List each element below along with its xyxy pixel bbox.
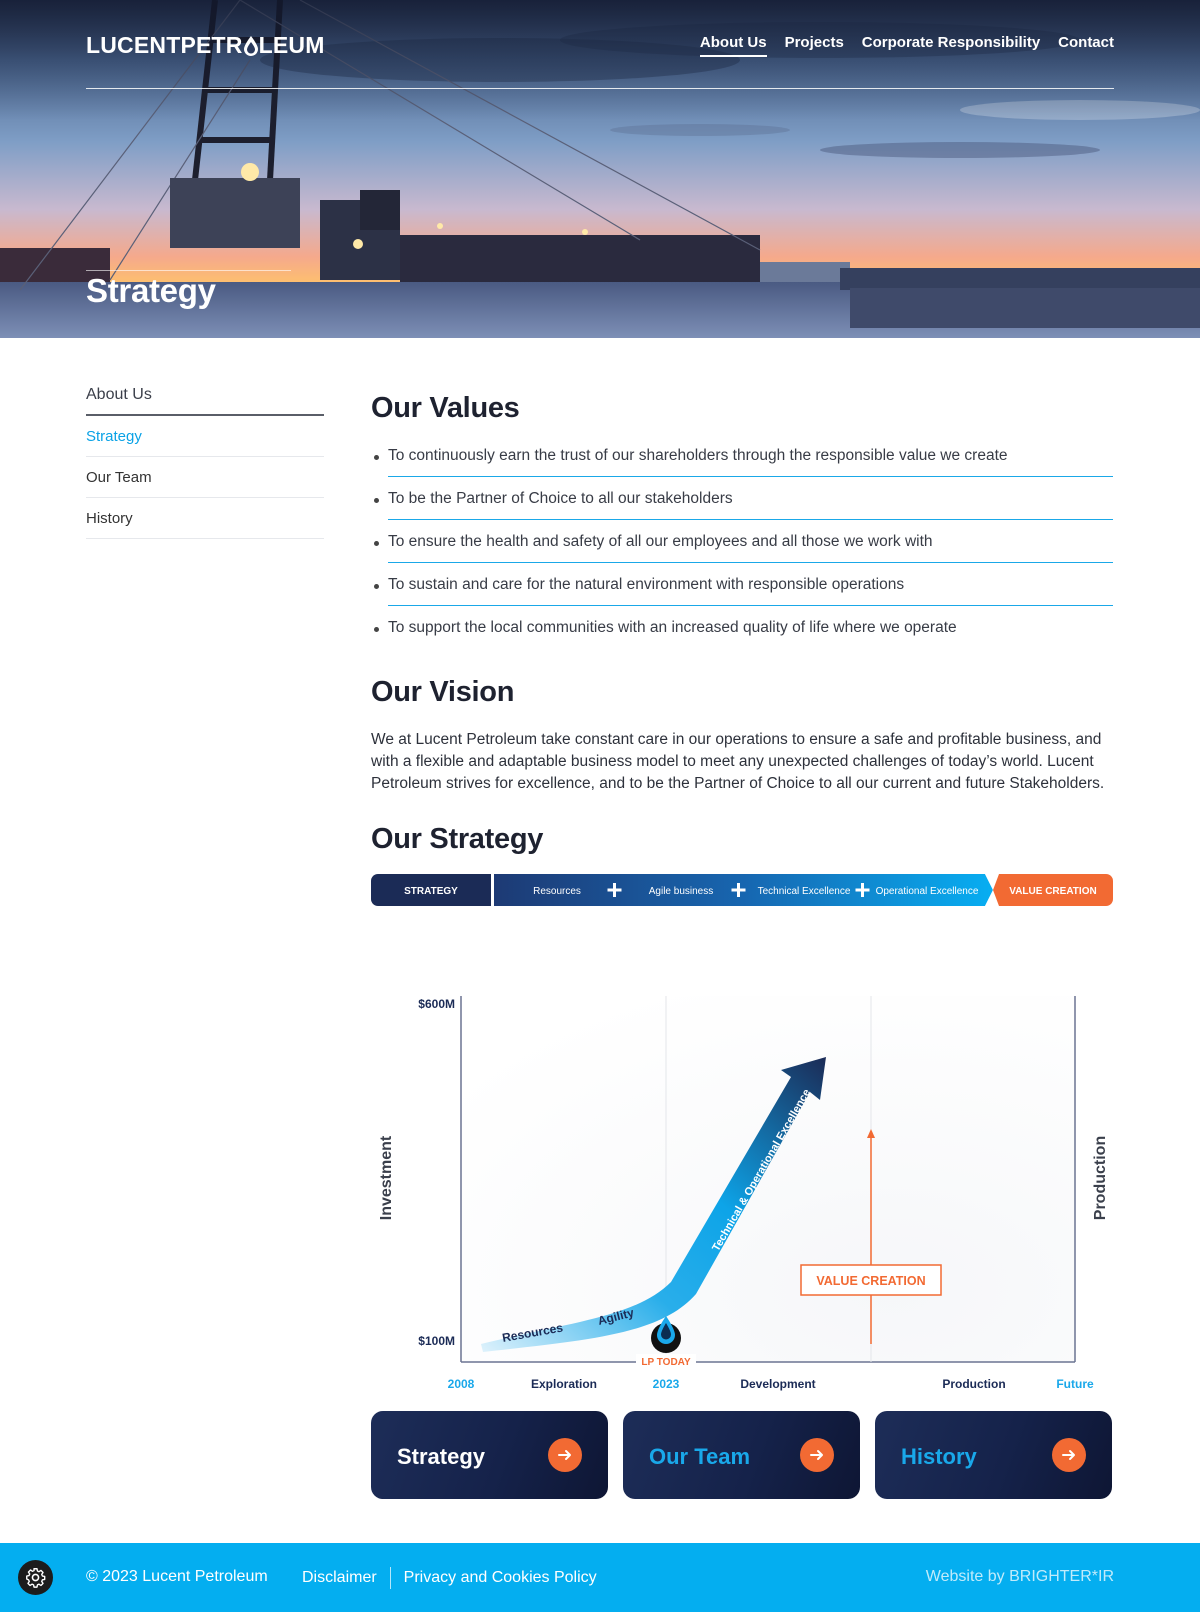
card-strategy[interactable]	[371, 1411, 608, 1499]
strategy-title: Our Strategy	[371, 823, 544, 855]
drop-icon	[244, 36, 258, 56]
list-item	[371, 520, 1113, 563]
footer-copyright: © 2023 Lucent Petroleum	[86, 1568, 268, 1585]
value-text: To continuously earn the trust of our shareholders through the responsible value we create	[388, 447, 1113, 477]
x-label-future: Future	[1056, 1377, 1094, 1391]
value-creation-label: VALUE CREATION	[816, 1274, 926, 1288]
list-item	[371, 447, 1113, 477]
lp-today-label: LP TODAY	[641, 1357, 691, 1368]
cookie-settings-button[interactable]	[18, 1560, 53, 1595]
strategy-end-label: VALUE CREATION	[1009, 886, 1097, 897]
x-label-production: Production	[942, 1377, 1006, 1391]
strategy-bar	[371, 874, 1113, 906]
footer-link-privacy[interactable]: Privacy and Cookies Policy	[403, 1569, 597, 1586]
logo-part-2: LEUM	[258, 32, 325, 58]
strategy-step-label: Operational Excellence	[875, 886, 979, 897]
values-title: Our Values	[371, 392, 520, 424]
gear-icon	[25, 1567, 46, 1588]
footer-link-disclaimer[interactable]: Disclaimer	[302, 1569, 377, 1586]
nav-corporate-responsibility[interactable]: Corporate Responsibility	[861, 34, 1041, 51]
strategy-step-label: Resources	[533, 886, 581, 897]
strategy-step-label: Technical Excellence	[757, 886, 851, 897]
main-nav	[700, 34, 1114, 57]
site-logo[interactable]	[86, 32, 325, 59]
strategy-bar-graphic	[371, 874, 1113, 906]
card-label: History	[901, 1444, 977, 1469]
card-history[interactable]	[875, 1411, 1112, 1499]
strategy-diagram-graphic	[371, 982, 1113, 1392]
site-footer	[0, 1543, 1200, 1612]
nav-about-us[interactable]: About Us	[700, 34, 767, 57]
sidebar-item-our-team[interactable]: Our Team	[86, 457, 324, 498]
section-cards	[371, 1411, 1113, 1499]
x-label-2008: 2008	[447, 1377, 475, 1391]
card-label: Strategy	[397, 1444, 486, 1469]
vision-text: We at Lucent Petroleum take constant care in our operations to ensure a safe and profitable business, and with a flexible and adaptable business model to meet any unexpected challenges of today’s world. Lucent Petroleum strives for excellence, and to be the Partner of Choice to all our current and future Stakeholders.	[371, 731, 1105, 792]
y-axis-label: Investment	[378, 1135, 395, 1221]
sidebar-item-strategy[interactable]: Strategy	[86, 416, 324, 457]
curve-label-agility: Agility	[596, 1305, 636, 1328]
value-text: To ensure the health and safety of all our employees and all those we work with	[388, 520, 1113, 563]
sidebar-item-history[interactable]: History	[86, 498, 324, 539]
main-content	[371, 392, 1113, 906]
card-label: Our Team	[649, 1444, 751, 1469]
arrow-right-icon[interactable]	[800, 1438, 834, 1472]
curve-label-excellence: Technical & Operational Excellence	[710, 1087, 814, 1254]
nav-contact[interactable]: Contact	[1058, 34, 1114, 51]
value-text: To be the Partner of Choice to all our stakeholders	[388, 477, 1113, 520]
y-top-label: $600M	[418, 997, 455, 1011]
curve-label-resources: Resources	[501, 1320, 564, 1345]
logo-part-1: LUCENTPETR	[86, 32, 243, 58]
values-list	[371, 447, 1113, 648]
strategy-step-label: Agile business	[648, 886, 714, 897]
title-accent-line	[86, 270, 291, 271]
footer-credit[interactable]: Website by BRIGHTER*IR	[925, 1568, 1114, 1585]
vision-title: Our Vision	[371, 676, 515, 708]
strategy-diagram	[371, 982, 1113, 1392]
sidebar-heading[interactable]: About Us	[86, 386, 324, 416]
list-item	[371, 477, 1113, 520]
footer-links	[302, 1565, 610, 1591]
nav-projects[interactable]: Projects	[784, 34, 844, 51]
value-text: To sustain and care for the natural environment with responsible operations	[388, 563, 1113, 606]
list-item	[371, 606, 1113, 648]
y-bottom-label: $100M	[418, 1334, 455, 1348]
list-item	[371, 563, 1113, 606]
card-our-team[interactable]	[623, 1411, 860, 1499]
hero-banner	[0, 0, 1200, 338]
x-label-development: Development	[740, 1377, 816, 1391]
header-divider	[86, 88, 1114, 89]
x-label-2023: 2023	[652, 1377, 680, 1391]
section-sidebar	[86, 386, 324, 539]
page-title: Strategy	[86, 272, 216, 309]
value-text: To support the local communities with an increased quality of life where we operate	[388, 619, 957, 636]
arrow-right-icon[interactable]	[548, 1438, 582, 1472]
arrow-right-icon[interactable]	[1052, 1438, 1086, 1472]
y-axis-right-label: Production	[1092, 1135, 1109, 1221]
strategy-start-label: STRATEGY	[404, 886, 458, 897]
x-label-exploration: Exploration	[530, 1377, 598, 1391]
